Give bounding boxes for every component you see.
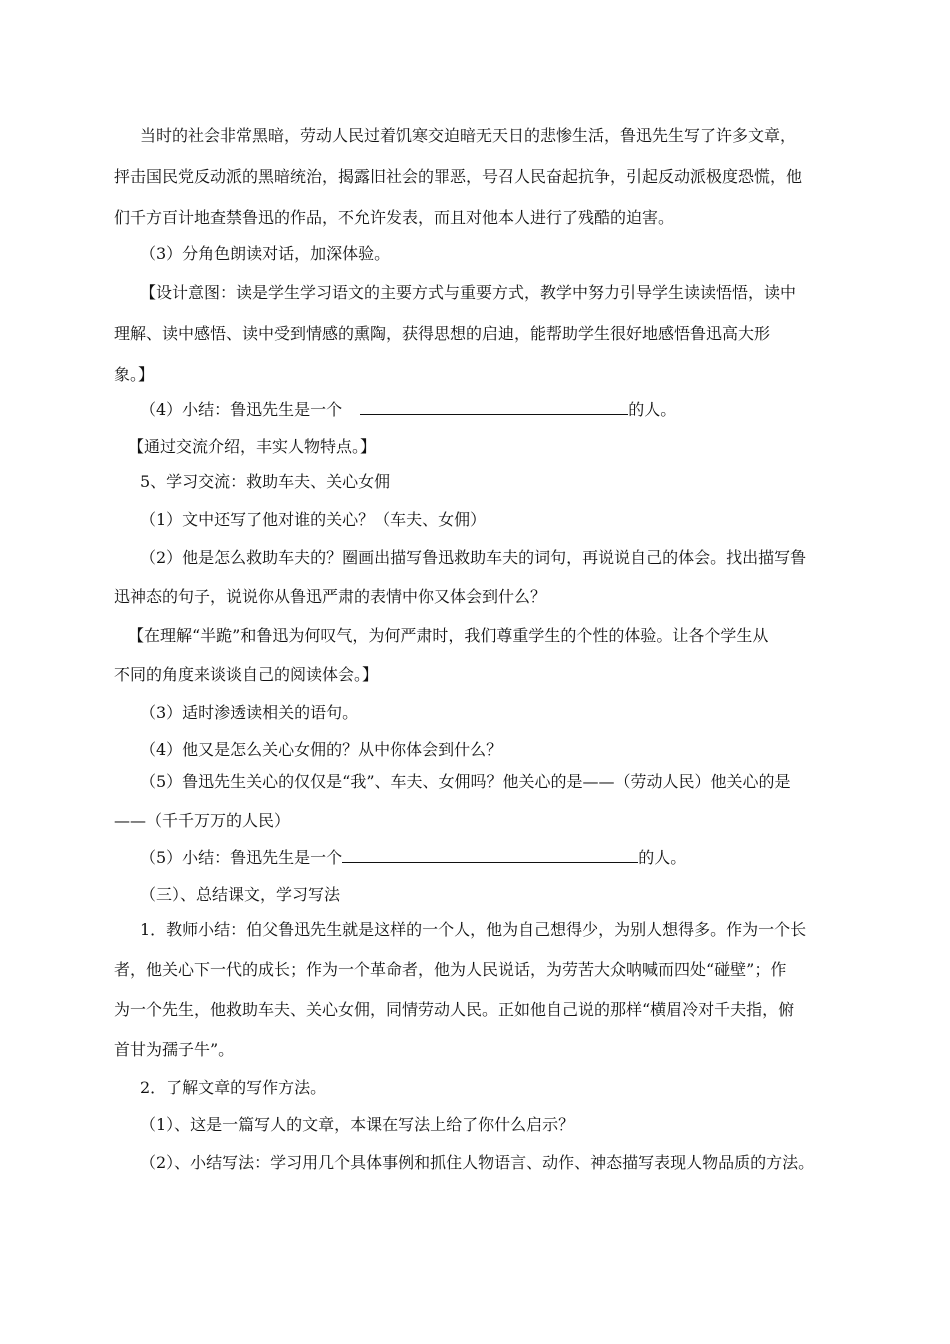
paragraph-line: （1）文中还写了他对谁的关心？（车夫、女佣）: [140, 510, 487, 529]
section-heading: 5、学习交流：救助车夫、关心女佣: [140, 472, 391, 491]
design-intent-line: 理解、读中感悟、读中受到情感的熏陶，获得思想的启迪，能帮助学生很好地感悟鲁迅高大形: [114, 324, 771, 343]
paragraph-line: （1）、这是一篇写人的文章，本课在写法上给了你什么启示？: [140, 1115, 575, 1134]
summary-suffix: 的人。: [628, 400, 677, 419]
summary-line: [140, 848, 686, 868]
fill-in-blank[interactable]: [360, 400, 628, 415]
paragraph-line: 迅神态的句子，说说你从鲁迅严肃的表情中你又体会到什么？: [114, 587, 547, 606]
section-heading: （三）、总结课文，学习写法: [140, 885, 341, 904]
paragraph-line: （3）适时渗透读相关的语句。: [140, 703, 359, 722]
paragraph-line: （5）鲁迅先生关心的仅仅是“我”、车夫、女佣吗？他关心的是——（劳动人民）他关心的是: [140, 772, 791, 791]
summary-line: [140, 400, 676, 420]
design-intent-line: 象。】: [114, 365, 155, 384]
paragraph-line: 1．教师小结：伯父鲁迅先生就是这样的一个人，他为自己想得少，为别人想得多。作为一个长: [140, 920, 807, 939]
paragraph-line: 抨击国民党反动派的黑暗统治，揭露旧社会的罪恶，号召人民奋起抗争，引起反动派极度恐慌，他: [114, 167, 803, 186]
fill-in-blank[interactable]: [342, 848, 638, 863]
paragraph-line: （2）、小结写法：学习用几个具体事例和抓住人物语言、动作、神态描写表现人物品质的方法。: [140, 1153, 815, 1172]
paragraph-line: （3）分角色朗读对话，加深体验。: [140, 244, 391, 263]
paragraph-line: 者，他关心下一代的成长；作为一个革命者，他为人民说话，为劳苦大众呐喊而四处“碰壁”；作: [114, 960, 787, 979]
note-line: 不同的角度来谈谈自己的阅读体会。】: [114, 665, 379, 684]
paragraph-line: 为一个先生，他救助车夫、关心女佣，同情劳动人民。正如他自己说的那样“横眉冷对千夫指，俯: [114, 1000, 795, 1019]
paragraph-line: （2）他是怎么救助车夫的？圈画出描写鲁迅救助车夫的词句，再说说自己的体会。找出描写鲁: [140, 548, 807, 567]
paragraph-line: 首甘为孺子牛”。: [114, 1040, 235, 1059]
paragraph-line: 们千方百计地查禁鲁迅的作品，不允许发表，而且对他本人进行了残酷的迫害。: [114, 208, 675, 227]
summary-suffix: 的人。: [638, 848, 687, 867]
paragraph-line: 2．了解文章的写作方法。: [140, 1078, 327, 1097]
summary-prefix: （5）小结：鲁迅先生是一个: [140, 848, 343, 867]
paragraph-line: 当时的社会非常黑暗，劳动人民过着饥寒交迫暗无天日的悲惨生活，鲁迅先生写了许多文章，: [140, 126, 797, 145]
paragraph-line: ——（千千万万的人民）: [114, 811, 291, 830]
paragraph-line: （4）他又是怎么关心女佣的？从中你体会到什么？: [140, 740, 503, 759]
summary-prefix: （4）小结：鲁迅先生是一个: [140, 400, 343, 419]
note-line: 【通过交流介绍，丰实人物特点。】: [128, 437, 377, 456]
design-intent-line: 【设计意图：读是学生学习语文的主要方式与重要方式，教学中努力引导学生读读悟悟，读中: [140, 283, 797, 302]
note-line: 【在理解“半跪”和鲁迅为何叹气，为何严肃时，我们尊重学生的个性的体验。让各个学生从: [128, 626, 769, 645]
